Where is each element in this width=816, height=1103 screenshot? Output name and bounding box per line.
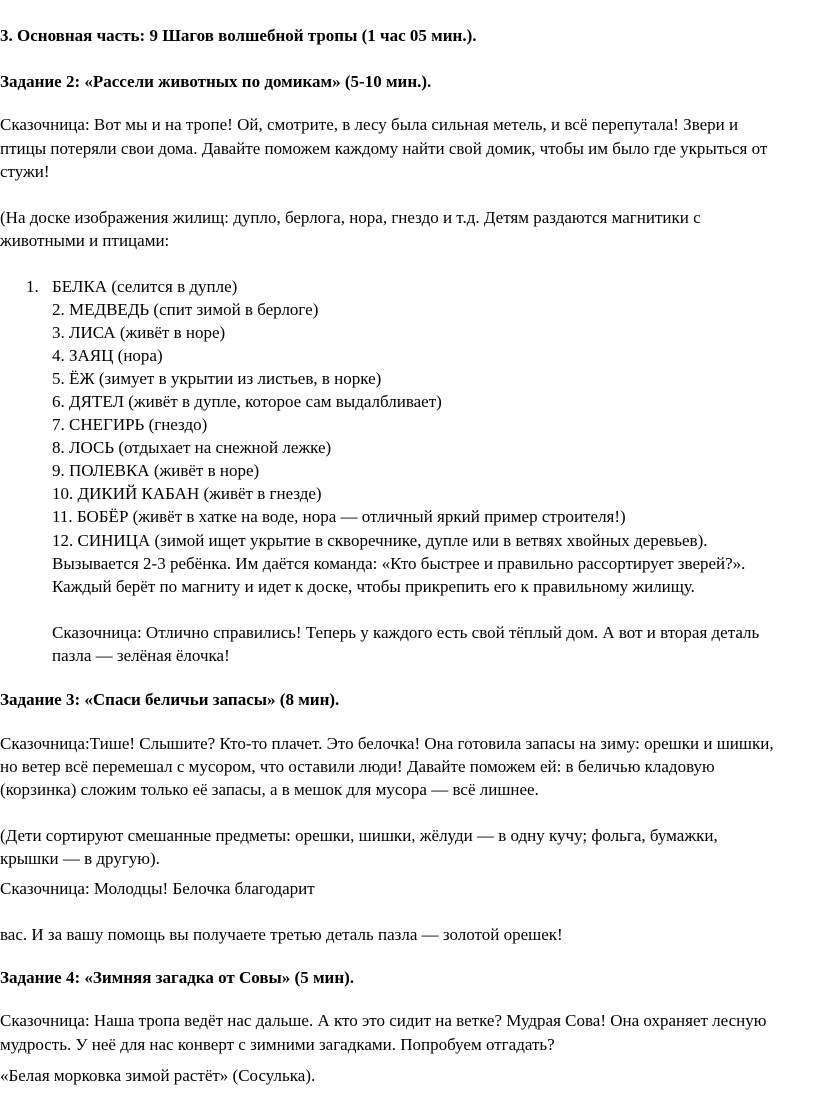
paragraph-line: Каждый берёт по магниту и идет к доске, чтобы прикрепить его к правильному жилищу. (52, 577, 695, 596)
paragraph-line: но ветер всё перемешал с мусором, что оставили люди! Давайте поможем ей: в беличью кладовую (0, 757, 715, 776)
paragraph-line: (На доске изображения жилищ: дупло, берлога, нора, гнездо и т.д. Детям раздаются магнитики с (0, 208, 701, 227)
list-item: 8. ЛОСЬ (отдыхает на снежной лежке) (52, 438, 332, 457)
paragraph-line: Сказочница:Тише! Слышите? Кто-то плачет. Это белочка! Она готовила запасы на зиму: орешки и шишки, (0, 734, 774, 753)
paragraph-line: Сказочница: Наша тропа ведёт нас дальше. А кто это сидит на ветке? Мудрая Сова! Она охраняет лесную (0, 1011, 767, 1030)
list-item: 7. СНЕГИРЬ (гнездо) (52, 415, 208, 434)
task2-title: Задание 2: «Рассели животных по домикам» (5-10 мин.). (0, 72, 432, 91)
task3-title: Задание 3: «Спаси беличьи запасы» (8 мин). (0, 690, 340, 709)
paragraph-line: (Дети сортируют смешанные предметы: орешки, шишки, жёлуди — в одну кучу; фольга, бумажки, (0, 826, 718, 845)
list-item: 10. ДИКИЙ КАБАН (живёт в гнезде) (52, 484, 322, 503)
section-heading: 3. Основная часть: 9 Шагов волшебной тропы (1 час 05 мин.). (0, 26, 477, 45)
task3-praise-line-2: вас. И за вашу помощь вы получаете третью деталь пазла — золотой орешек! (0, 925, 563, 944)
paragraph-line: Вызывается 2-3 ребёнка. Им даётся команда: «Кто быстрее и правильно рассортирует зверей?». (52, 554, 746, 573)
list-item: 12. СИНИЦА (зимой ищет укрытие в скворечнике, дупле или в ветвях хвойных деревьев). (52, 531, 708, 550)
list-number: 1. (26, 277, 39, 296)
paragraph-line: стужи! (0, 162, 50, 181)
list-item: 3. ЛИСА (живёт в норе) (52, 323, 226, 342)
list-item: 6. ДЯТЕЛ (живёт в дупле, которое сам выдалбливает) (52, 392, 442, 411)
list-item: 9. ПОЛЕВКА (живёт в норе) (52, 461, 260, 480)
paragraph-line: животными и птицами: (0, 231, 170, 250)
list-item-text: БЕЛКА (селится в дупле) (52, 277, 238, 296)
riddle-text: «Белая морковка зимой растёт» (Сосулька). (0, 1066, 316, 1085)
paragraph-line: мудрость. У неё для нас конверт с зимними загадками. Попробуем отгадать? (0, 1035, 555, 1054)
paragraph-line: Сказочница: Отлично справились! Теперь у каждого есть свой тёплый дом. А вот и вторая деталь (52, 623, 760, 642)
list-item: 4. ЗАЯЦ (нора) (52, 346, 163, 365)
list-item: 11. БОБЁР (живёт в хатке на воде, нора — отличный яркий пример строителя!) (52, 507, 626, 526)
task4-title: Задание 4: «Зимняя загадка от Совы» (5 мин). (0, 968, 355, 987)
task3-praise-line-1: Сказочница: Молодцы! Белочка благодарит (0, 879, 315, 898)
paragraph-line: птицы потеряли свои дома. Давайте поможем каждому найти свой домик, чтобы им было где укрыться от (0, 139, 768, 158)
paragraph-line: пазла — зелёная ёлочка! (52, 646, 230, 665)
list-item: 2. МЕДВЕДЬ (спит зимой в берлоге) (52, 300, 319, 319)
paragraph-line: крышки — в другую). (0, 849, 160, 868)
paragraph-line: Сказочница: Вот мы и на тропе! Ой, смотрите, в лесу была сильная метель, и всё перепутала! Звери и (0, 115, 739, 134)
paragraph-line: (корзинка) сложим только её запасы, а в мешок для мусора — всё лишнее. (0, 780, 539, 799)
list-item (26, 275, 237, 298)
list-item: 5. ЁЖ (зимует в укрытии из листьев, в норке) (52, 369, 382, 388)
